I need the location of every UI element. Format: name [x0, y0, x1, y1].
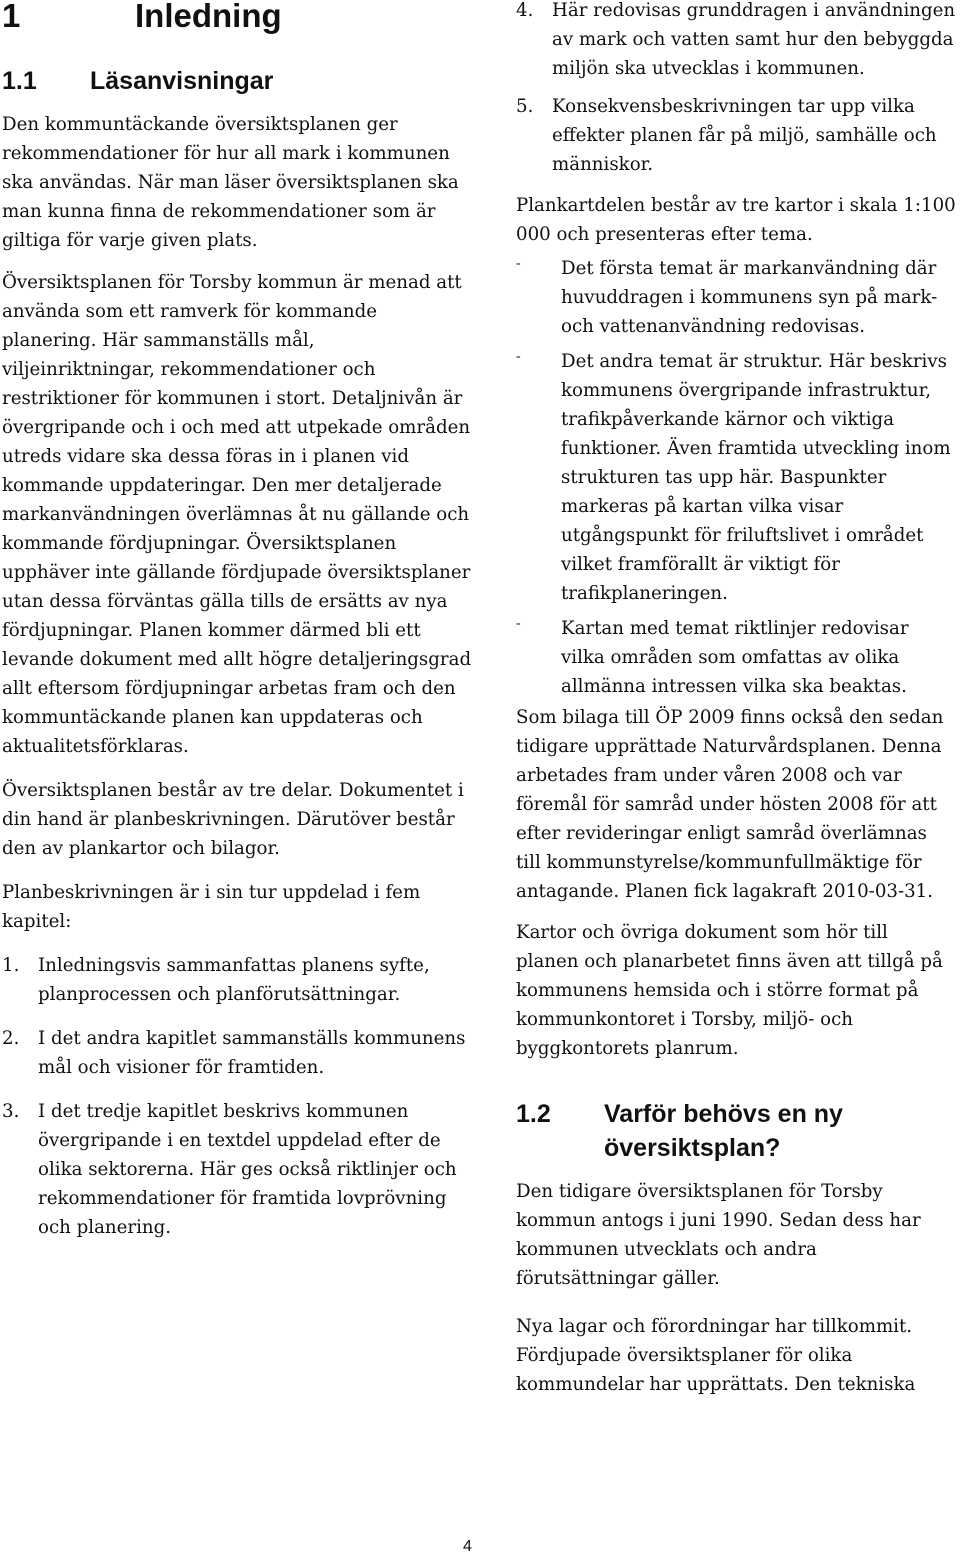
dash-marker: -	[516, 256, 521, 271]
list-item	[516, 92, 956, 179]
paragraph: Översiktsplanen för Torsby kommun är menad att använda som ett ramverk för kommande planering. Här sammanställs mål, viljeinriktningar, rekommendationer och restriktioner för kommunen i stort. Detaljnivån är övergripande och i och med att utpekade områden utreds vidare ska dessa föras in i planen vid kommande uppdateringar. Den mer detaljerade markanvändningen överlämnas åt nu gällande och kommande fördjupningar. Översiktsplanen upphäver inte gällande fördjupade översiktsplaner utan dessa förväntas gälla tills de ersätts av nya fördjupningar. Planen kommer därmed bli ett levande dokument med allt högre detaljeringsgrad allt eftersom fördjupningar arbetas fram och den kommuntäckande planen kan uppdateras och aktualitetsförklaras.	[2, 272, 472, 757]
list-number: 4.	[516, 0, 534, 21]
paragraph: Kartor och övriga dokument som hör till planen och planarbetet finns även att tillgå på kommunens hemsida och i större format på kommunkontoret i Torsby, miljö- och byggkontorets planrum.	[516, 922, 943, 1059]
paragraph: Plankartdelen består av tre kartor i skala 1:100 000 och presenteras efter tema.	[516, 195, 956, 245]
list-text: Inledningsvis sammanfattas planens syfte, planprocessen och planförutsättningar.	[38, 955, 430, 1005]
list-item	[2, 1097, 472, 1242]
list-number: 3.	[2, 1101, 20, 1122]
section-heading	[2, 64, 472, 98]
paragraph: Den tidigare översiktsplanen för Torsby kommun antogs i juni 1990. Sedan dess har kommunen utvecklats och andra förutsättningar gäller.	[516, 1181, 921, 1289]
dash-item	[516, 347, 956, 608]
chapter-heading	[2, 0, 472, 38]
list-text: I det andra kapitlet sammanställs kommunens mål och visioner för framtiden.	[38, 1028, 466, 1078]
dash-text: Kartan med temat riktlinjer redovisar vilka områden som omfattas av olika allmänna intressen vilka ska beaktas.	[561, 618, 909, 697]
chapter-title: Inledning	[135, 0, 282, 34]
list-text: Konsekvensbeskrivningen tar upp vilka effekter planen får på miljö, samhälle och människor.	[552, 96, 937, 175]
paragraph: Översiktsplanen består av tre delar. Dokumentet i din hand är planbeskrivningen. Därutöver består den av plankartor och bilagor.	[2, 780, 464, 859]
dash-text: Det första temat är markanvändning där huvuddragen i kommunens syn på mark- och vattenanvändning redovisas.	[561, 258, 938, 337]
list-item	[2, 951, 472, 1009]
dash-marker: -	[516, 349, 521, 364]
dash-item	[516, 614, 956, 701]
dash-text: Det andra temat är struktur. Här beskrivs kommunens övergripande infrastruktur, trafikpåverkande kärnor och viktiga funktioner. Även framtida utveckling inom strukturen tas upp här. Baspunkter markeras på kartan vilka visar utgångspunkt för friluftslivet i området vilket framförallt är viktigt för trafikplaneringen.	[561, 351, 951, 604]
section-heading	[516, 1097, 956, 1165]
section-title: Varför behövs en ny översiktsplan?	[604, 1100, 843, 1162]
list-number: 1.	[2, 955, 20, 976]
list-item	[516, 0, 956, 83]
dash-item	[516, 254, 956, 341]
chapter-number: 1	[2, 0, 21, 34]
list-text: Här redovisas grunddragen i användningen av mark och vatten samt hur den bebyggda miljön ska utvecklas i kommunen.	[552, 0, 956, 79]
left-column	[2, 0, 472, 1242]
paragraph: Nya lagar och förordningar har tillkommit. Fördjupade översiktsplaner för olika kommundelar har upprättats. Den tekniska	[516, 1316, 916, 1395]
section-number: 1.1	[2, 67, 37, 95]
right-column	[516, 0, 956, 1399]
list-number: 5.	[516, 96, 534, 117]
dash-marker: -	[516, 616, 521, 631]
paragraph: Planbeskrivningen är i sin tur uppdelad i fem kapitel:	[2, 882, 421, 932]
section-number: 1.2	[516, 1100, 551, 1128]
section-title: Läsanvisningar	[90, 67, 274, 95]
list-text: I det tredje kapitlet beskrivs kommunen övergripande i en textdel uppdelad efter de olika sektorerna. Här ges också riktlinjer och rekommendationer för framtida lovprövning och planering.	[38, 1101, 457, 1238]
list-number: 2.	[2, 1028, 20, 1049]
paragraph: Den kommuntäckande översiktsplanen ger rekommendationer för hur all mark i kommunen ska användas. När man läser översiktsplanen ska man kunna finna de rekommendationer som är giltiga för varje given plats.	[2, 114, 459, 251]
page-number: 4	[463, 1538, 472, 1555]
paragraph: Som bilaga till ÖP 2009 finns också den sedan tidigare upprättade Naturvårdsplanen. Denna arbetades fram under våren 2008 och var föremål för samråd under hösten 2008 för att efter revideringar enligt samråd överlämnas till kommunstyrelse/kommunfullmäktige för antagande. Planen fick lagakraft 2010-03-31.	[516, 707, 944, 902]
list-item	[2, 1024, 472, 1082]
